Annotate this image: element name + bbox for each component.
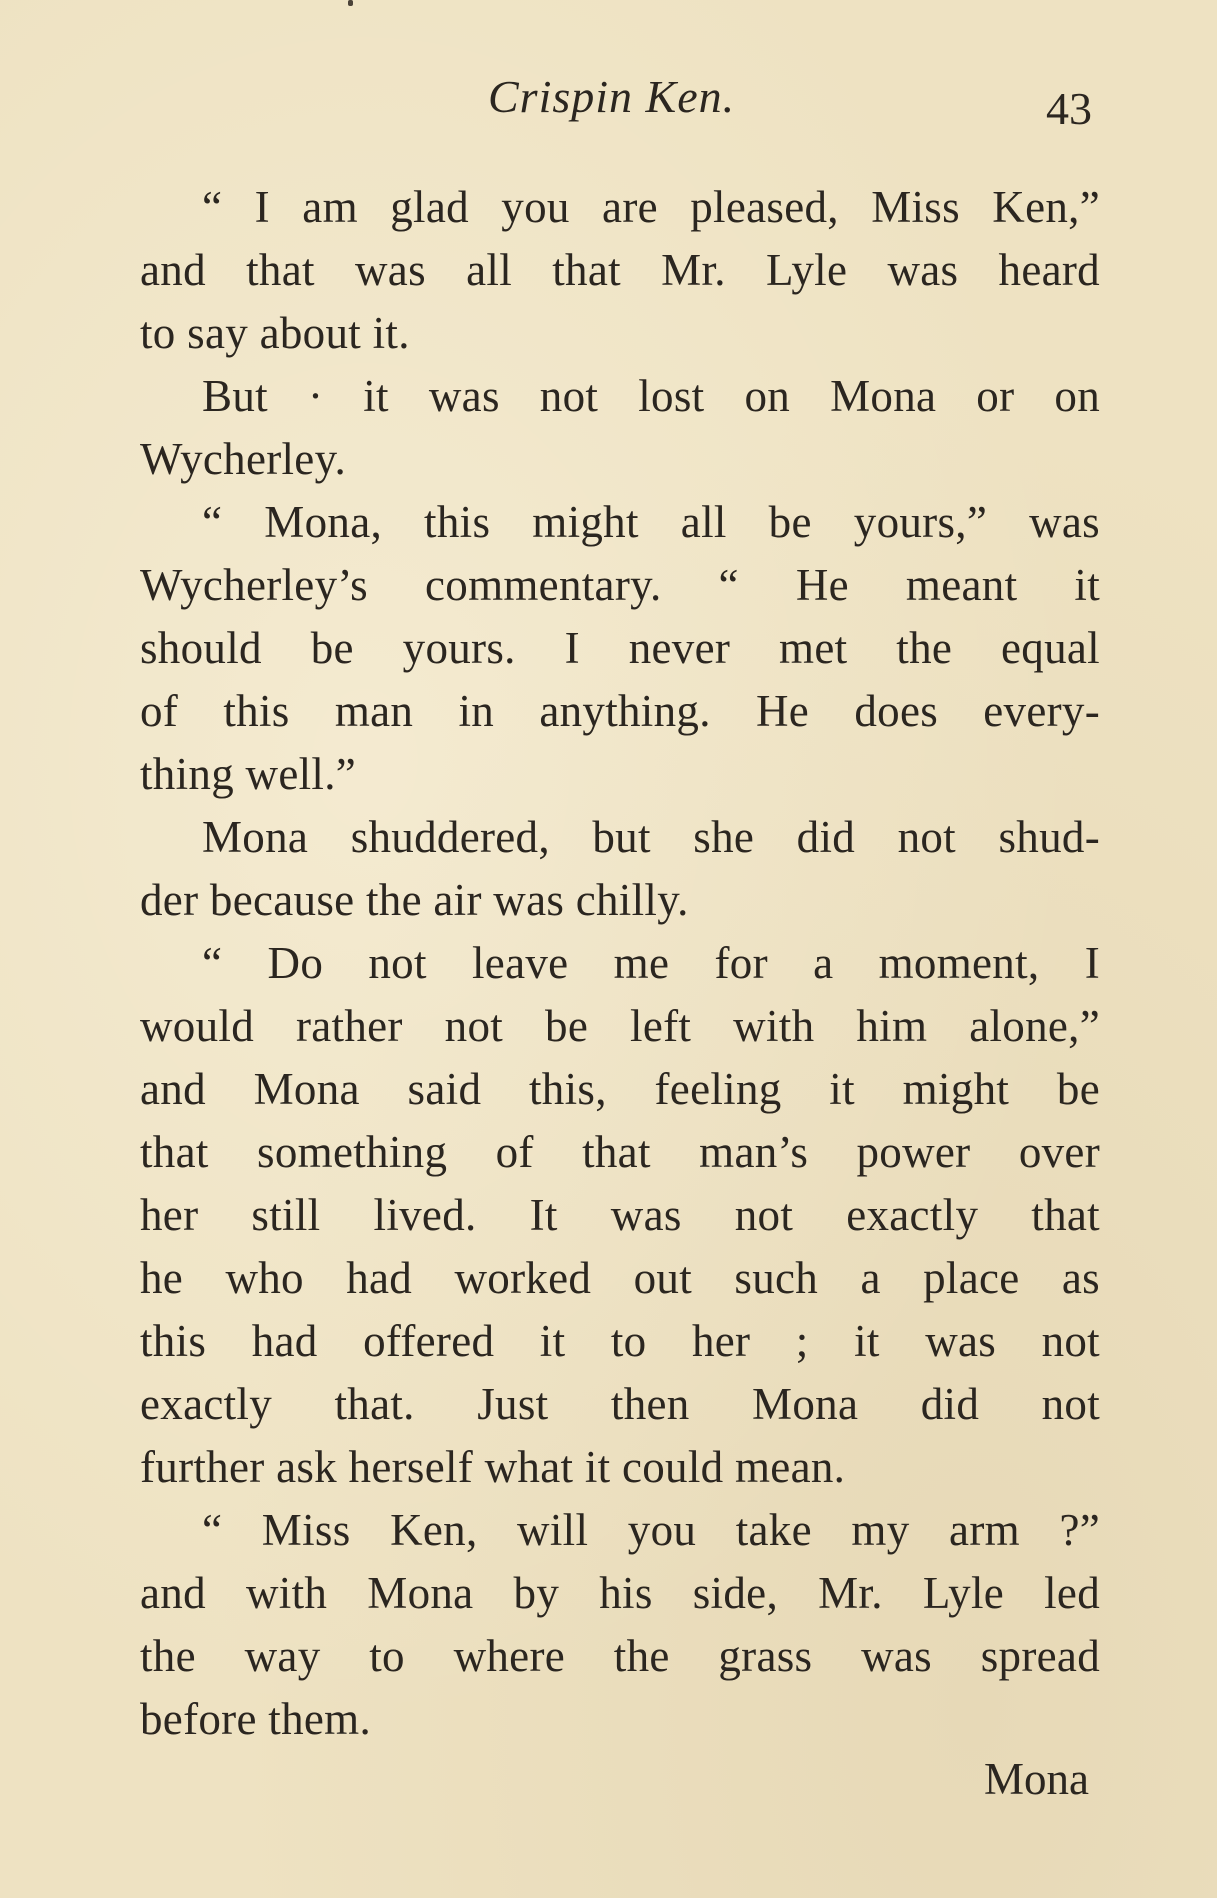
text-line: and that was all that Mr. Lyle was heard bbox=[140, 245, 1100, 295]
text-line: Wycherley. bbox=[140, 434, 347, 484]
text-line: of this man in anything. He does every- bbox=[140, 686, 1100, 736]
text-line: “ Mona, this might all be yours,” was bbox=[202, 497, 1100, 547]
running-head bbox=[0, 70, 1217, 150]
text-line: “ Do not leave me for a moment, I bbox=[202, 938, 1100, 988]
text-line: before them. bbox=[140, 1694, 371, 1744]
text-line: But · it was not lost on Mona or on bbox=[202, 371, 1100, 421]
running-title: Crispin Ken. bbox=[488, 71, 736, 122]
text-line: that something of that man’s power over bbox=[140, 1127, 1100, 1177]
text-line: thing well.” bbox=[140, 749, 357, 799]
ink-speck bbox=[348, 0, 353, 6]
text-line: her still lived. It was not exactly that bbox=[140, 1190, 1100, 1240]
text-line: “ I am glad you are pleased, Miss Ken,” bbox=[202, 182, 1100, 232]
text-line: the way to where the grass was spread bbox=[140, 1631, 1100, 1681]
text-line: to say about it. bbox=[140, 308, 410, 358]
text-line: Wycherley’s commentary. “ He meant it bbox=[140, 560, 1100, 610]
text-line: “ Miss Ken, will you take my arm ?” bbox=[202, 1505, 1100, 1555]
text-line: he who had worked out such a place as bbox=[140, 1253, 1100, 1303]
text-line: and with Mona by his side, Mr. Lyle led bbox=[140, 1568, 1100, 1618]
text-line: der because the air was chilly. bbox=[140, 875, 689, 925]
text-line: would rather not be left with him alone,” bbox=[140, 1001, 1100, 1051]
text-line: Mona shuddered, but she did not shud- bbox=[202, 812, 1100, 862]
text-line: this had offered it to her ; it was not bbox=[140, 1316, 1100, 1366]
text-line: exactly that. Just then Mona did not bbox=[140, 1379, 1100, 1429]
body-text bbox=[140, 176, 1100, 1751]
catchword: Mona bbox=[984, 1754, 1089, 1804]
text-line: further ask herself what it could mean. bbox=[140, 1442, 846, 1492]
text-line: and Mona said this, feeling it might be bbox=[140, 1064, 1100, 1114]
page-number: 43 bbox=[1046, 83, 1092, 134]
text-line: should be yours. I never met the equal bbox=[140, 623, 1100, 673]
